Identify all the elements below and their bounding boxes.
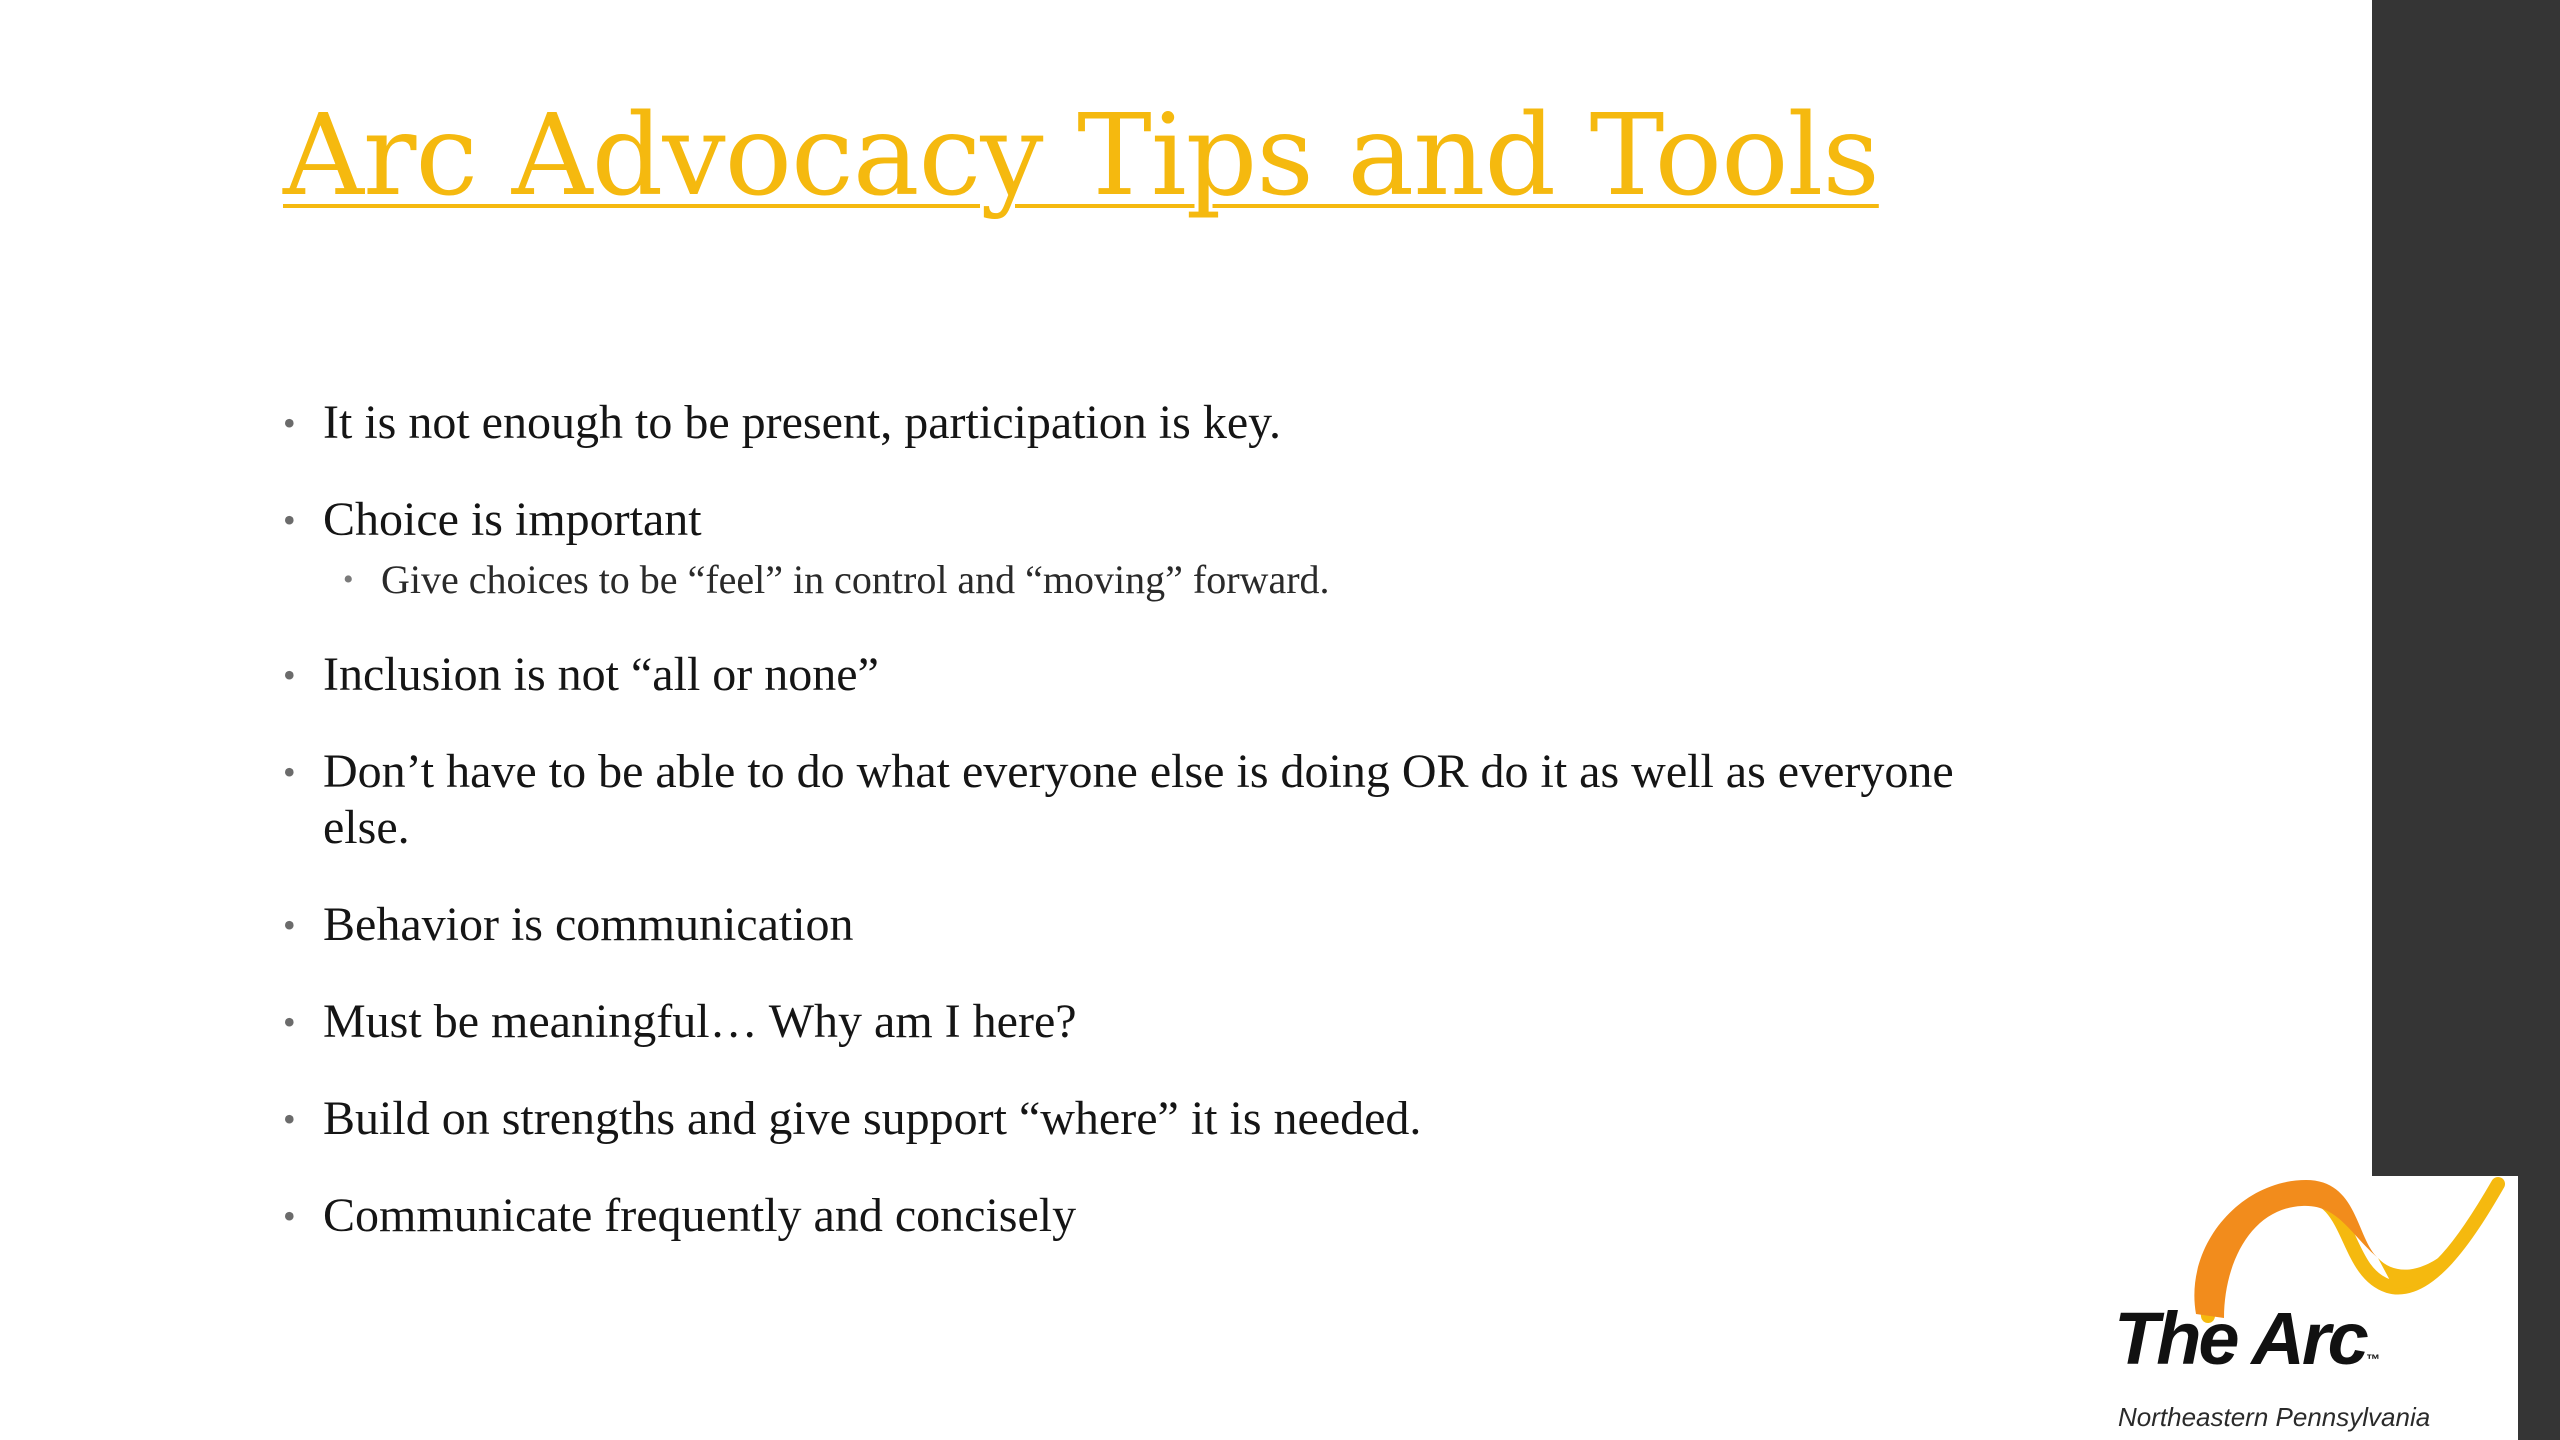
bullet-dot: • bbox=[283, 752, 296, 792]
bullet-text: It is not enough to be present, participation is key. bbox=[323, 396, 1282, 449]
the-arc-logo bbox=[2078, 1176, 2518, 1440]
logo-name: The Arc™ bbox=[2114, 1297, 2380, 1380]
bullet-dot: • bbox=[283, 655, 296, 695]
bullet-item bbox=[283, 1091, 2013, 1147]
bullet-dot: • bbox=[283, 905, 296, 945]
sub-bullet-list bbox=[323, 554, 2013, 606]
slide-title[interactable]: Arc Advocacy Tips and Tools bbox=[283, 91, 1879, 221]
bullet-dot: • bbox=[283, 403, 296, 443]
sub-bullet-item bbox=[323, 554, 2013, 606]
bullet-text: Behavior is communication bbox=[323, 898, 854, 951]
bullet-text: Communicate frequently and concisely bbox=[323, 1189, 1077, 1242]
bullet-text: Don’t have to be able to do what everyone else is doing OR do it as well as everyone else. bbox=[323, 745, 1954, 854]
bullet-text: Build on strengths and give support “where” it is needed. bbox=[323, 1092, 1422, 1145]
bullet-item bbox=[283, 395, 2013, 451]
logo-region: Northeastern Pennsylvania bbox=[2118, 1402, 2431, 1432]
sub-bullet-text: Give choices to be “feel” in control and “moving” forward. bbox=[381, 557, 1330, 602]
bullet-item bbox=[283, 1188, 2013, 1244]
bullet-list bbox=[283, 395, 2013, 1285]
bullet-text: Choice is important bbox=[323, 493, 702, 546]
bullet-dot: • bbox=[283, 1099, 296, 1139]
bullet-item bbox=[283, 897, 2013, 953]
bullet-dot: • bbox=[283, 1002, 296, 1042]
bullet-item bbox=[283, 492, 2013, 606]
bullet-item bbox=[283, 994, 2013, 1050]
trademark-mark: ™ bbox=[2365, 1351, 2380, 1367]
bullet-text: Must be meaningful… Why am I here? bbox=[323, 995, 1077, 1048]
bullet-text: Inclusion is not “all or none” bbox=[323, 648, 879, 701]
bullet-item bbox=[283, 647, 2013, 703]
bullet-dot: • bbox=[283, 500, 296, 540]
bullet-dot: • bbox=[283, 1196, 296, 1236]
sub-bullet-dot: • bbox=[343, 563, 354, 596]
bullet-item bbox=[283, 744, 2013, 856]
